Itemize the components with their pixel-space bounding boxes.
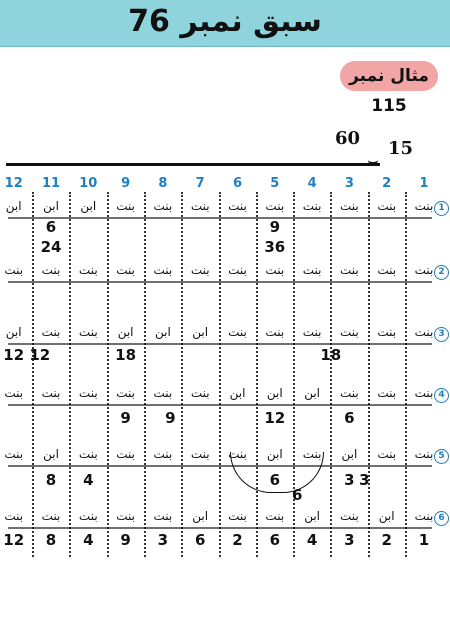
- word-cell: بنت: [41, 386, 61, 400]
- word-cell: بنت: [302, 447, 322, 461]
- row-underline: [8, 465, 432, 467]
- word-cell: ابن: [378, 509, 395, 523]
- number: 36: [264, 238, 286, 256]
- word-cell: بنت: [265, 263, 285, 277]
- word-cell: بنت: [4, 263, 24, 277]
- word-cell: بنت: [377, 325, 397, 339]
- word-cell: بنت: [265, 509, 285, 523]
- word-cell: ابن: [43, 199, 59, 213]
- word-cell: بنت: [78, 386, 98, 400]
- column-divider: [330, 192, 332, 557]
- final-number: 4: [306, 531, 318, 549]
- final-number: 6: [269, 531, 281, 549]
- row-number: 3: [434, 327, 449, 342]
- word-cell: ابن: [304, 386, 320, 400]
- column-number: 6: [232, 176, 243, 191]
- word-cell: بنت: [340, 199, 359, 213]
- word-cell: بنت: [78, 325, 98, 339]
- word-cell: بنت: [153, 386, 173, 400]
- column-divider: [107, 192, 109, 557]
- word-cell: بنت: [4, 509, 24, 523]
- word-cell: بنت: [190, 386, 210, 400]
- column-number: 5: [270, 176, 280, 191]
- word-cell: بنت: [302, 199, 322, 213]
- word-cell: بنت: [116, 263, 135, 277]
- column-number: 3: [344, 176, 354, 191]
- word-cell: ابن: [117, 325, 134, 339]
- column-divider: [405, 192, 407, 557]
- word-cell: بنت: [4, 386, 24, 400]
- number: 3: [359, 471, 370, 489]
- word-cell: بنت: [414, 386, 434, 400]
- final-number: 9: [120, 531, 131, 549]
- number: 8: [45, 471, 57, 489]
- number: 18: [115, 346, 137, 364]
- word-cell: بنت: [377, 447, 397, 461]
- number: 6: [291, 486, 303, 504]
- word-cell: بنت: [228, 199, 247, 213]
- word-cell: بنت: [116, 509, 135, 523]
- word-cell: بنت: [41, 509, 61, 523]
- lesson-title: سبق نمبر 76: [128, 4, 322, 39]
- word-cell: بنت: [414, 447, 434, 461]
- final-number: 2: [232, 531, 243, 549]
- word-cell: بنت: [377, 199, 397, 213]
- word-cell: ابن: [192, 509, 209, 523]
- number: 24: [40, 238, 62, 256]
- word-cell: ابن: [5, 199, 22, 213]
- word-cell: بنت: [340, 509, 359, 523]
- number: 3: [344, 471, 355, 489]
- row-number: 4: [434, 388, 449, 403]
- number: 18: [320, 346, 342, 364]
- column-number: 11: [41, 176, 61, 191]
- final-number: 6: [194, 531, 206, 549]
- word-cell: بنت: [4, 447, 24, 461]
- column-divider: [181, 192, 183, 557]
- word-cell: بنت: [190, 199, 210, 213]
- word-cell: بنت: [41, 263, 61, 277]
- word-cell: بنت: [340, 263, 359, 277]
- row-underline: [8, 343, 432, 345]
- final-number: 2: [381, 531, 392, 549]
- column-number: 9: [121, 176, 131, 191]
- final-number: 12: [3, 531, 25, 549]
- final-number: 8: [45, 531, 57, 549]
- sum-right-number: 15: [388, 138, 414, 159]
- word-cell: بنت: [414, 325, 434, 339]
- word-cell: بنت: [190, 447, 210, 461]
- word-cell: ابن: [5, 325, 22, 339]
- word-cell: بنت: [78, 509, 98, 523]
- word-cell: ابن: [229, 386, 246, 400]
- word-cell: ابن: [43, 447, 59, 461]
- column-number: 2: [382, 176, 392, 191]
- row-number: 1: [434, 201, 449, 216]
- column-number: 12: [4, 176, 23, 191]
- word-cell: بنت: [340, 386, 359, 400]
- word-cell: بنت: [228, 447, 247, 461]
- word-cell: ابن: [341, 447, 358, 461]
- word-cell: بنت: [41, 325, 61, 339]
- word-cell: بنت: [302, 263, 322, 277]
- word-cell: بنت: [414, 199, 434, 213]
- word-cell: بنت: [340, 325, 359, 339]
- word-cell: بنت: [302, 325, 322, 339]
- number: 9: [165, 409, 176, 427]
- word-cell: بنت: [265, 199, 285, 213]
- word-cell: بنت: [265, 325, 285, 339]
- word-cell: بنت: [116, 447, 135, 461]
- word-cell: بنت: [153, 509, 173, 523]
- word-cell: ابن: [154, 325, 171, 339]
- word-cell: ابن: [192, 325, 209, 339]
- number: 12: [3, 346, 25, 364]
- row-underline: [8, 527, 432, 529]
- word-cell: بنت: [116, 386, 135, 400]
- word-cell: بنت: [153, 199, 173, 213]
- word-cell: بنت: [116, 199, 135, 213]
- number: 6: [269, 471, 281, 489]
- column-divider: [219, 192, 221, 557]
- final-number: 4: [83, 531, 94, 549]
- word-cell: بنت: [228, 325, 247, 339]
- column-number: 1: [419, 176, 429, 191]
- row-number: 6: [434, 511, 449, 526]
- lesson-header: [0, 0, 450, 47]
- number: 6: [344, 409, 355, 427]
- word-cell: بنت: [228, 263, 247, 277]
- number: 9: [269, 218, 281, 236]
- final-number: 3: [157, 531, 169, 549]
- word-cell: ابن: [266, 447, 283, 461]
- column-number: 4: [307, 176, 317, 191]
- column-number: 7: [195, 176, 205, 191]
- column-divider: [368, 192, 370, 557]
- word-cell: بنت: [153, 447, 173, 461]
- column-number: 8: [158, 176, 168, 191]
- word-cell: بنت: [78, 263, 98, 277]
- row-underline: [8, 404, 432, 406]
- word-cell: بنت: [228, 509, 247, 523]
- number: 12: [264, 409, 286, 427]
- word-cell: بنت: [377, 263, 397, 277]
- row-underline: [8, 281, 432, 283]
- number: 6: [45, 218, 57, 236]
- final-number: 1: [418, 531, 430, 549]
- word-cell: بنت: [153, 263, 173, 277]
- number: 4: [83, 471, 94, 489]
- final-number: 3: [344, 531, 355, 549]
- row-underline: [8, 217, 432, 219]
- word-cell: بنت: [78, 447, 98, 461]
- row-number: 2: [434, 265, 449, 280]
- column-number: 10: [79, 176, 98, 191]
- sum-top-number: 60: [335, 128, 361, 149]
- column-divider: [144, 192, 146, 557]
- word-cell: بنت: [190, 263, 210, 277]
- column-divider: [69, 192, 71, 557]
- word-cell: ابن: [266, 386, 283, 400]
- word-cell: بنت: [414, 509, 434, 523]
- word-cell: بنت: [377, 386, 397, 400]
- word-cell: بنت: [414, 263, 434, 277]
- number: 9: [120, 409, 131, 427]
- word-cell: ابن: [304, 509, 320, 523]
- base-line: [6, 163, 380, 166]
- number: 12: [29, 346, 51, 364]
- word-cell: ابن: [80, 199, 97, 213]
- example-badge: مثال نمبر 115: [340, 61, 438, 91]
- row-number: 5: [434, 449, 449, 464]
